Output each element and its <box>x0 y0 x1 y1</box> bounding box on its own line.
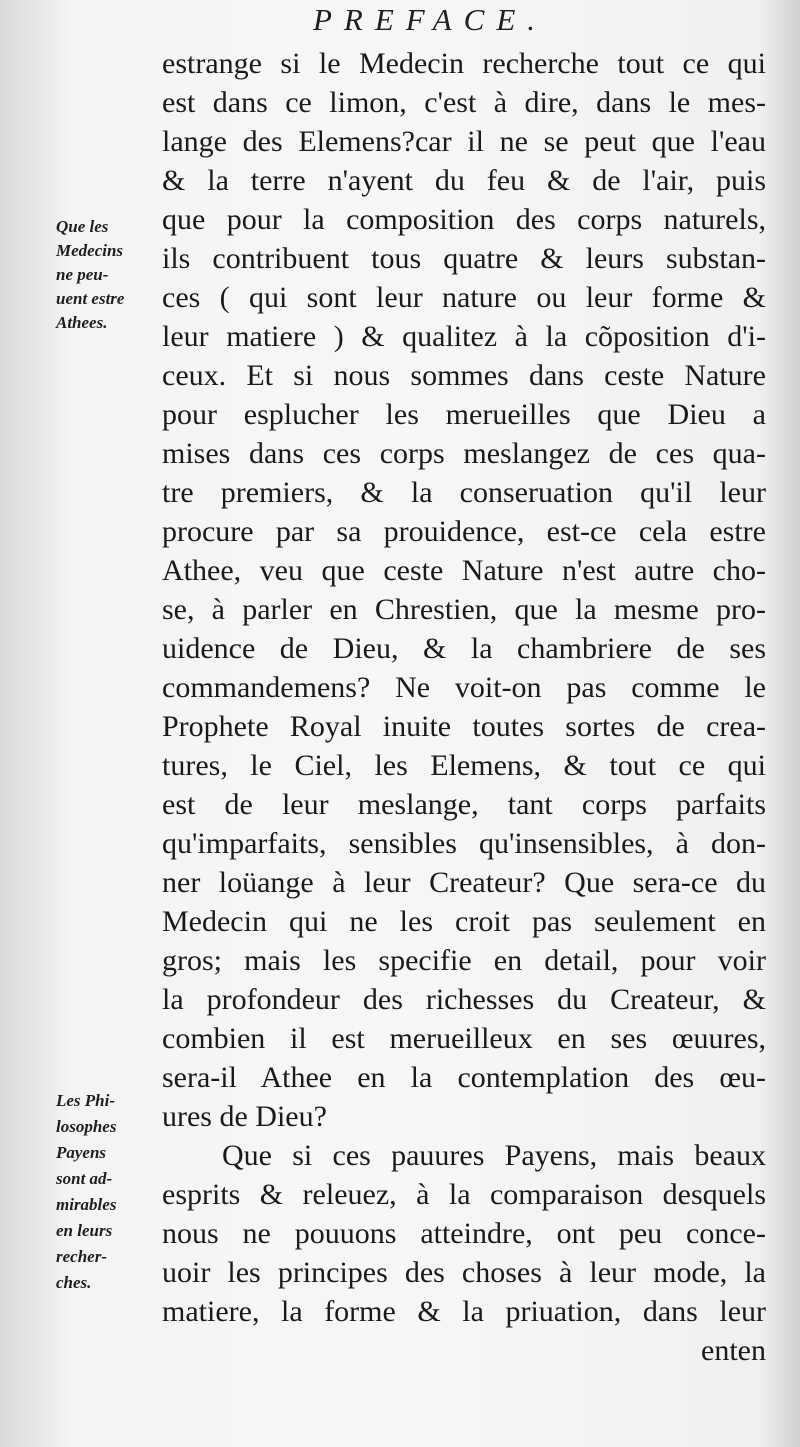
text-line: la profondeur des richesses du Createur, & <box>162 983 766 1016</box>
main-text-block <box>162 44 766 1370</box>
margin-note-line: losophes <box>56 1117 117 1136</box>
margin-note-line: ches. <box>56 1273 92 1292</box>
text-line: mises dans ces corps meslangez de ces qua- <box>162 437 766 470</box>
text-line: leur matiere ) & qualitez à la cõposition d'i- <box>162 320 766 353</box>
text-line: est de leur meslange, tant corps parfaits <box>162 788 766 821</box>
margin-note-line: uent estre <box>56 289 125 308</box>
text-line: gros; mais les specifie en detail, pour voir <box>162 944 766 977</box>
text-line: nous ne pouuons atteindre, ont peu conce- <box>162 1217 766 1250</box>
catchword: enten <box>701 1334 766 1367</box>
margin-note-line: recher- <box>56 1247 107 1266</box>
text-line: qu'imparfaits, sensibles qu'insensibles, à don- <box>162 827 766 860</box>
margin-note-line: mirables <box>56 1195 117 1214</box>
text-line: sera-il Athee en la contemplation des œu- <box>162 1061 766 1094</box>
margin-note-line: Payens <box>56 1143 107 1162</box>
text-line: ner loüange à leur Createur? Que sera-ce du <box>162 866 766 899</box>
text-line: se, à parler en Chrestien, que la mesme pro- <box>162 593 766 626</box>
text-line: Athee, veu que ceste Nature n'est autre cho- <box>162 554 766 587</box>
text-line: ces ( qui sont leur nature ou leur forme & <box>162 281 766 314</box>
text-line: matiere, la forme & la priuation, dans leur <box>162 1295 766 1328</box>
text-line: est dans ce limon, c'est à dire, dans le mes- <box>162 86 766 119</box>
text-line: que pour la composition des corps naturels, <box>162 203 766 236</box>
text-line: ures de Dieu? <box>162 1100 327 1133</box>
text-line: tures, le Ciel, les Elemens, & tout ce qui <box>162 749 766 782</box>
margin-note-philosophes <box>56 1088 156 1296</box>
margin-note-line: Medecins <box>56 241 124 260</box>
text-line: estrange si le Medecin recherche tout ce qui <box>162 47 766 80</box>
margin-note-line: Les Phi- <box>56 1091 116 1110</box>
text-line: Medecin qui ne les croit pas seulement en <box>162 905 766 938</box>
text-line: ceux. Et si nous sommes dans ceste Nature <box>162 359 766 392</box>
text-line: uoir les principes des choses à leur mode, la <box>162 1256 766 1289</box>
text-line: esprits & releuez, à la comparaison desquels <box>162 1178 766 1211</box>
margin-note-line: Athees. <box>56 313 108 332</box>
text-line: combien il est merueilleux en ses œuures, <box>162 1022 766 1055</box>
margin-note-line: sont ad- <box>56 1169 113 1188</box>
margin-note-medecins <box>56 215 156 335</box>
text-line: tre premiers, & la conseruation qu'il leur <box>162 476 766 509</box>
running-head: PREFACE. <box>312 2 548 37</box>
margin-note-line: ne peu- <box>56 265 109 284</box>
text-line: & la terre n'ayent du feu & de l'air, puis <box>162 164 766 197</box>
text-line: pour esplucher les merueilles que Dieu a <box>162 398 766 431</box>
margin-note-line: en leurs <box>56 1221 113 1240</box>
text-line: ils contribuent tous quatre & leurs substan- <box>162 242 766 275</box>
text-line: commandemens? Ne voit-on pas comme le <box>162 671 766 704</box>
text-line: Que si ces pauures Payens, mais beaux <box>222 1139 766 1172</box>
text-line: Prophete Royal inuite toutes sortes de crea- <box>162 710 766 743</box>
text-line: lange des Elemens?car il ne se peut que l'eau <box>162 125 766 158</box>
text-line: uidence de Dieu, & la chambriere de ses <box>162 632 766 665</box>
margin-note-line: Que les <box>56 217 109 236</box>
text-line: procure par sa prouidence, est-ce cela estre <box>162 515 766 548</box>
